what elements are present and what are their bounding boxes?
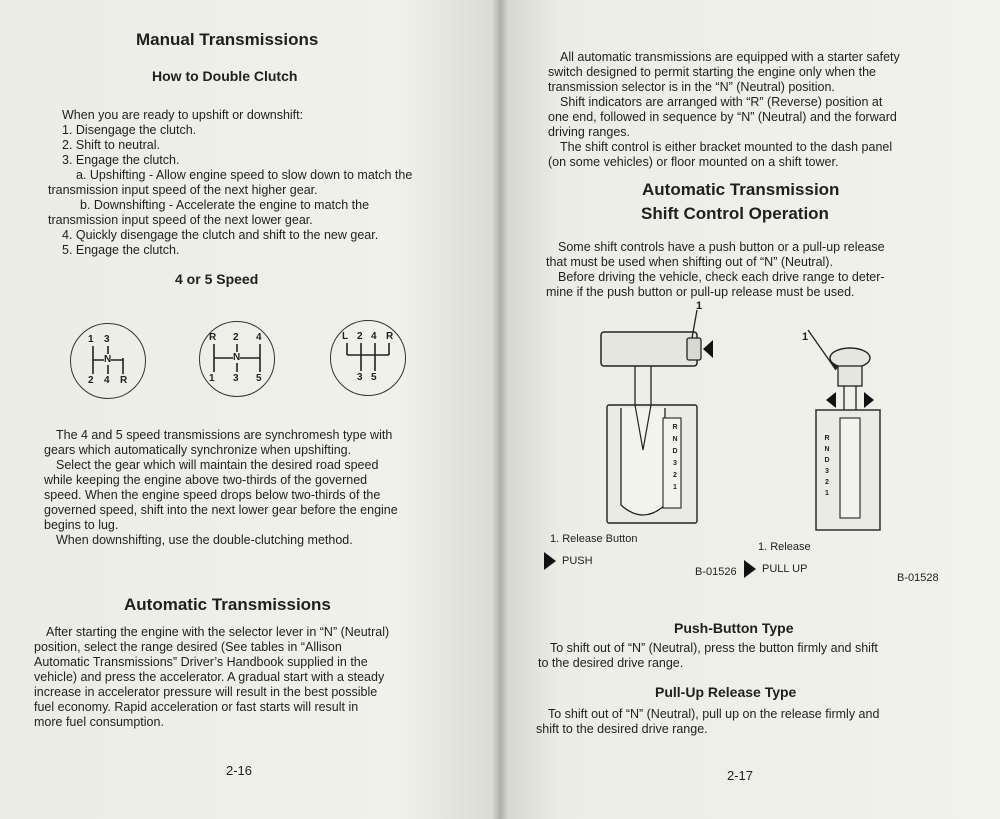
controls-line: Before driving the vehicle, check each drive range to deter- (558, 270, 885, 284)
step-5: 5. Engage the clutch. (62, 243, 180, 257)
gear-indicator-label: N (824, 446, 830, 453)
arrow-right-icon (744, 560, 756, 578)
auto-line: After starting the engine with the selector lever in “N” (Neutral) (46, 625, 390, 639)
step-1: 1. Disengage the clutch. (62, 123, 197, 137)
synchro-line: begins to lug. (44, 518, 119, 532)
controls-line: that must be used when shifting out of “N” (Neutral). (546, 255, 833, 269)
gear-indicator-label: 2 (825, 479, 829, 486)
page-number-left: 2-16 (226, 763, 253, 778)
synchro-line: governed speed, shift into the next lower gear before the engine (44, 503, 398, 517)
auto-line: Automatic Transmissions” Driver’s Handbook supplied in the (34, 655, 368, 669)
gear-label: 1 (88, 334, 94, 345)
gear-label: R (386, 331, 394, 342)
gear-label: 2 (233, 332, 239, 343)
synchro-line: Select the gear which will maintain the desired road speed (56, 458, 379, 472)
step-2: 2. Shift to neutral. (62, 138, 160, 152)
push-button-type-heading: Push-Button Type (674, 620, 794, 636)
gear-label: 4 (104, 375, 110, 386)
callout-number: 1 (696, 300, 703, 312)
gear-label: 1 (209, 373, 215, 384)
gear-label: 2 (357, 331, 363, 342)
intro-line: transmission selector is in the “N” (Neutral) position. (548, 80, 835, 94)
gear-indicator-label: R (672, 424, 678, 431)
gear-label: 2 (88, 375, 94, 386)
auto-line: position, select the range desired (See tables in “Allison (34, 640, 342, 654)
gear-label: 4 (256, 332, 262, 343)
push-line: To shift out of “N” (Neutral), press the button firmly and shift (550, 641, 878, 655)
push-legend (544, 552, 593, 570)
gear-indicator-label: N (672, 436, 678, 443)
step-3b-cont: transmission input speed of the next lower gear. (48, 213, 313, 227)
intro-line: driving ranges. (548, 125, 630, 139)
pull-up-legend (744, 560, 807, 578)
auto-line: fuel economy. Rapid acceleration or fast starts will result in (34, 700, 359, 714)
gear-label: 3 (104, 334, 110, 345)
intro-line: The shift control is either bracket mounted to the dash panel (560, 140, 893, 154)
shift-control-heading-line2: Shift Control Operation (641, 204, 829, 223)
safety-switch-text (548, 50, 963, 170)
step-4: 4. Quickly disengage the clutch and shift to the new gear. (62, 228, 379, 242)
pull-up-shifter-illustration (800, 326, 910, 536)
push-label: PUSH (562, 555, 593, 567)
book-spine-shadow (492, 0, 508, 819)
step-3: 3. Engage the clutch. (62, 153, 180, 167)
automatic-transmissions-heading: Automatic Transmissions (124, 595, 331, 614)
synchro-line: while keeping the engine above two-thirds of the governed (44, 473, 368, 487)
auto-line: increase in accelerator pressure will result in the best possible (34, 685, 378, 699)
intro-line: All automatic transmissions are equipped with a starter safety (560, 50, 900, 64)
intro-line: Shift indicators are arranged with “R” (Reverse) position at (560, 95, 883, 109)
auto-line: vehicle) and press the accelerator. A gradual start with a steady (34, 670, 385, 684)
push-button-shifter-figure (595, 300, 725, 530)
gear-indicator-label: D (824, 457, 830, 464)
synchro-line: speed. When the engine speed drops below two-thirds of the (44, 488, 381, 502)
pull-line: shift to the desired drive range. (536, 722, 708, 736)
gear-indicator-label: 3 (673, 460, 677, 467)
gear-indicator-strip (820, 433, 834, 499)
steps-intro: When you are ready to upshift or downshift: (62, 108, 304, 122)
gear-label: 4 (371, 331, 377, 342)
push-button-text (538, 641, 958, 671)
push-line: to the desired drive range. (538, 656, 684, 670)
double-clutch-heading: How to Double Clutch (152, 68, 298, 84)
gear-indicator-label: D (672, 448, 678, 455)
pull-up-shifter-figure (800, 326, 910, 536)
intro-line: (on some vehicles) or floor mounted on a shift tower. (548, 155, 839, 169)
manual-transmissions-heading: Manual Transmissions (136, 30, 319, 49)
figure-code: B-01526 (695, 566, 737, 578)
push-button-shifter-illustration (595, 300, 725, 530)
shift-pattern-5-speed (199, 321, 275, 397)
page-number-right: 2-17 (727, 768, 754, 783)
step-3a-cont: transmission input speed of the next higher gear. (48, 183, 318, 197)
automatic-transmissions-text (34, 625, 444, 730)
shift-pattern-4-speed (70, 323, 146, 399)
step-3a: a. Upshifting - Allow engine speed to slow down to match the (76, 168, 413, 182)
right-page (500, 0, 1000, 819)
gear-label: R (209, 332, 217, 343)
gear-label: L (342, 331, 349, 342)
intro-line: switch designed to permit starting the engine only when the (548, 65, 876, 79)
pull-up-type-heading: Pull-Up Release Type (655, 684, 797, 700)
pull-up-label: PULL UP (762, 563, 808, 575)
speed-heading: 4 or 5 Speed (175, 271, 259, 287)
gear-indicator-label: 3 (825, 468, 829, 475)
arrow-right-icon (544, 552, 556, 570)
gear-indicator-label: 2 (673, 472, 677, 479)
pull-up-text (536, 707, 956, 737)
shift-control-heading-line1: Automatic Transmission (642, 180, 840, 199)
synchro-line: The 4 and 5 speed transmissions are synchromesh type with (56, 428, 393, 442)
intro-line: one end, followed in sequence by “N” (Neutral) and the forward (548, 110, 897, 124)
step-3b: b. Downshifting - Accelerate the engine to match the (80, 198, 370, 212)
shift-controls-text (546, 240, 961, 300)
shift-pattern-5-speed-alt (330, 320, 406, 396)
gear-indicator-strip (668, 422, 682, 494)
synchro-line: gears which automatically synchronize when upshifting. (44, 443, 352, 457)
gear-label-neutral: N (104, 354, 112, 365)
controls-line: Some shift controls have a push button or a pull-up release (558, 240, 885, 254)
gear-label: 5 (371, 372, 377, 383)
double-clutch-steps (48, 108, 452, 258)
controls-line: mine if the push button or pull-up release must be used. (546, 285, 855, 299)
gear-label-neutral: N (233, 352, 241, 363)
figure-code: B-01528 (897, 572, 939, 584)
pull-line: To shift out of “N” (Neutral), pull up on the release firmly and (548, 707, 880, 721)
gear-label: R (120, 375, 128, 386)
callout-number: 1 (802, 331, 809, 343)
synchromesh-text (44, 428, 449, 548)
gear-label: 3 (357, 372, 363, 383)
release-button-caption: 1. Release Button (550, 533, 638, 545)
release-caption: 1. Release (758, 541, 811, 553)
gear-label: 5 (256, 373, 262, 384)
gear-label: 3 (233, 373, 239, 384)
gear-indicator-label: 1 (673, 484, 677, 491)
auto-line: more fuel consumption. (34, 715, 164, 729)
gear-indicator-label: 1 (825, 490, 829, 497)
gear-indicator-label: R (824, 435, 830, 442)
synchro-line: When downshifting, use the double-clutching method. (56, 533, 353, 547)
